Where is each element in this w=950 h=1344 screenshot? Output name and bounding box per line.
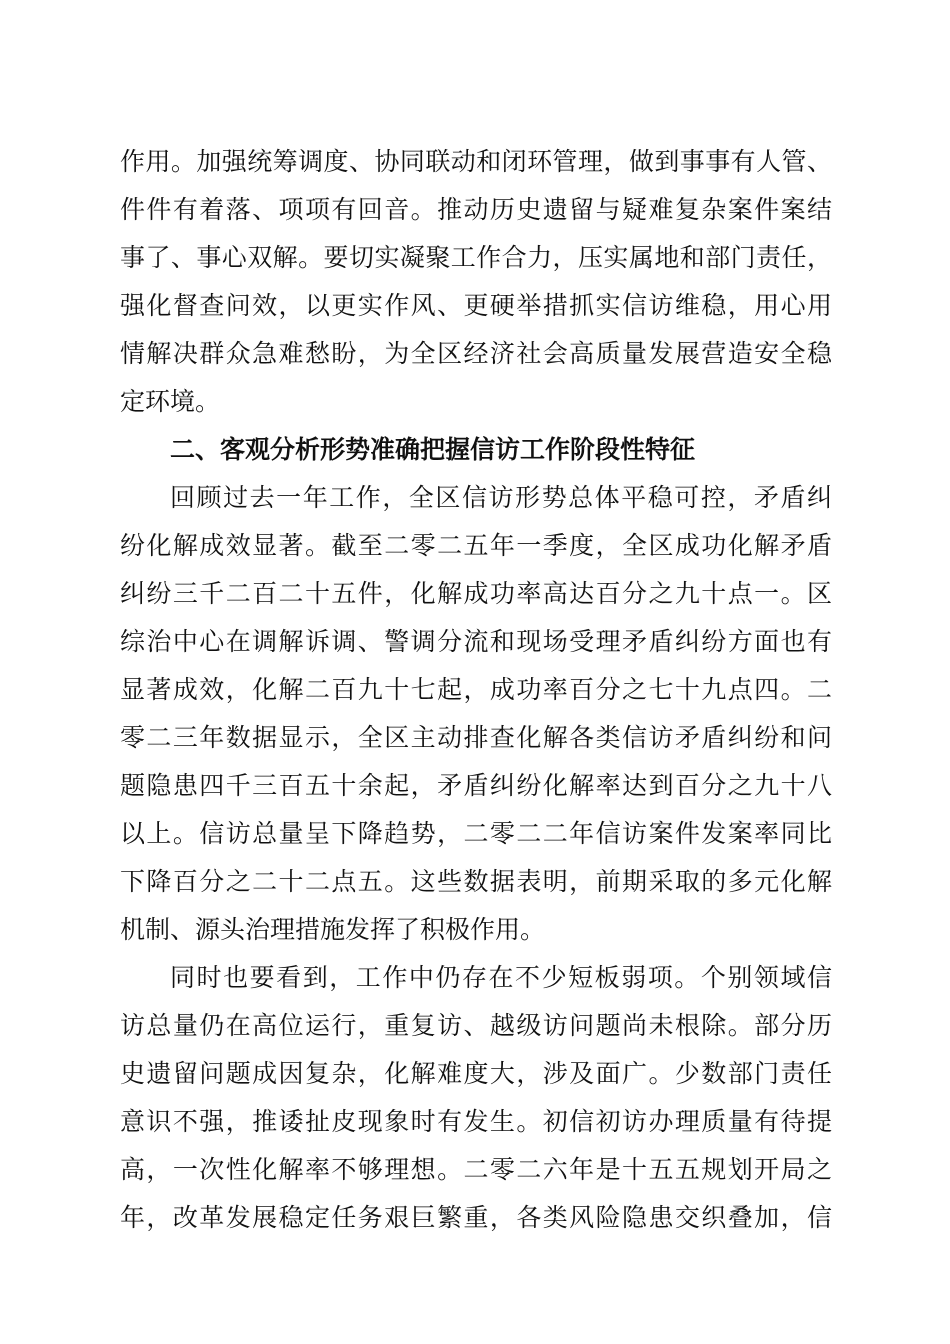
paragraph-line: 纠纷三千二百二十五件，化解成功率高达百分之九十点一。区	[120, 579, 832, 608]
paragraph-line: 作用。加强统筹调度、协同联动和闭环管理，做到事事有人管、	[120, 147, 832, 176]
paragraph-line: 情解决群众急难愁盼，为全区经济社会高质量发展营造安全稳	[120, 339, 832, 368]
paragraph-line: 题隐患四千三百五十余起，矛盾纠纷化解率达到百分之九十八	[120, 771, 832, 800]
paragraph-line: 回顾过去一年工作，全区信访形势总体平稳可控，矛盾纠	[170, 483, 832, 512]
paragraph-line: 纷化解成效显著。截至二零二五年一季度，全区成功化解矛盾	[120, 531, 832, 560]
paragraph-line: 年，改革发展稳定任务艰巨繁重，各类风险隐患交织叠加，信	[120, 1203, 832, 1232]
paragraph-line: 以上。信访总量呈下降趋势，二零二二年信访案件发案率同比	[120, 819, 832, 848]
paragraph-line: 意识不强，推诿扯皮现象时有发生。初信初访办理质量有待提	[120, 1107, 832, 1136]
paragraph-line: 同时也要看到，工作中仍存在不少短板弱项。个别领域信	[170, 963, 832, 992]
paragraph-line: 定环境。	[120, 387, 221, 416]
paragraph-line: 综治中心在调解诉调、警调分流和现场受理矛盾纠纷方面也有	[120, 627, 832, 656]
paragraph-line: 强化督查问效，以更实作风、更硬举措抓实信访维稳，用心用	[120, 291, 832, 320]
paragraph-line: 机制、源头治理措施发挥了积极作用。	[120, 915, 546, 944]
section-heading: 二、客观分析形势准确把握信访工作阶段性特征	[170, 435, 696, 464]
paragraph-line: 高，一次性化解率不够理想。二零二六年是十五五规划开局之	[120, 1155, 832, 1184]
paragraph-line: 件件有着落、项项有回音。推动历史遗留与疑难复杂案件案结	[120, 195, 832, 224]
paragraph-line: 零二三年数据显示，全区主动排查化解各类信访矛盾纠纷和问	[120, 723, 832, 752]
paragraph-line: 史遗留问题成因复杂，化解难度大，涉及面广。少数部门责任	[120, 1059, 832, 1088]
paragraph-line: 访总量仍在高位运行，重复访、越级访问题尚未根除。部分历	[120, 1011, 832, 1040]
paragraph-line: 下降百分之二十二点五。这些数据表明，前期采取的多元化解	[120, 867, 832, 896]
paragraph-line: 事了、事心双解。要切实凝聚工作合力，压实属地和部门责任，	[120, 243, 832, 272]
paragraph-line: 显著成效，化解二百九十七起，成功率百分之七十九点四。二	[120, 675, 832, 704]
